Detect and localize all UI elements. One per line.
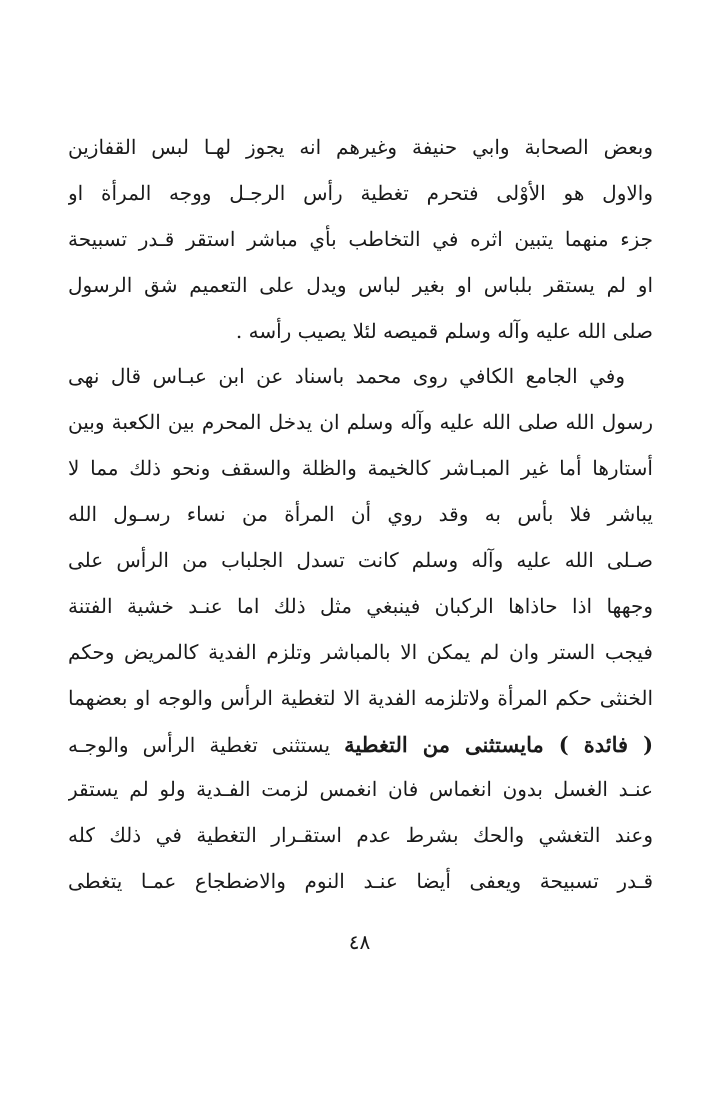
text-line: وفي الجامع الكافي روى محمد باسناد عن ابن عبـاس قال نهى	[68, 364, 625, 389]
text-line: يباشر فلا بأس به وقد روي أن المرأة من نساء رسـول الله	[68, 502, 653, 527]
text-line: رسول الله صلى الله عليه وآله وسلم ان يدخل المحرم بين الكعبة وبين	[68, 410, 653, 435]
body-text	[68, 125, 653, 905]
text-line: والاول هو الأوْلى فتحرم تغطية رأس الرجـل ووجه المرأة او	[68, 180, 653, 205]
text-line: وبعض الصحابة وابي حنيفة وغيرهم انه يجوز لهـا لبس القفازين	[68, 135, 653, 159]
text-line: الخنثى حكم المرأة ولاتلزمه الفدية الا لتغطية الرأس والوجه او بعضهما	[68, 685, 653, 710]
text-line: صـلى الله عليه وآله وسلم كانت تسدل الجلباب من الرأس على	[68, 548, 653, 573]
page-number: ٤٨	[348, 930, 371, 954]
text-line: وعند التغشي والحك بشرط عدم استقـرار التغطية في ذلك كله	[68, 823, 653, 848]
text-line: فيجب الستر وان لم يمكن الا بالمباشر وتلزم الفدية كالمريض وحكم	[68, 639, 653, 664]
section-heading: ( فائدة ) مايستثنى من التغطية	[344, 731, 653, 757]
heading-line-rest: يستثنى تغطية الرأس والوجـه	[68, 732, 331, 757]
text-line: جزء منهما يتبين اثره في التخاطب بأي مباشر استقر قـدر تسبيحة	[68, 226, 653, 251]
text-line: قـدر تسبيحة ويعفى أيضا عنـد النوم والاضطجاع عمـا يتغطى	[68, 869, 653, 894]
heading-line	[68, 722, 653, 768]
text-line: عنـد الغسل بدون انغماس فان انغمس لزمت الفـدية ولو لم يستقر	[68, 777, 653, 802]
text-line: صلى الله عليه وآله وسلم قميصه لئلا يصيب رأسه .	[235, 318, 653, 343]
text-line: وجهها اذا حاذاها الركبان فينبغي مثل ذلك اما عنـد خشية الفتنة	[68, 593, 653, 618]
text-line: او لم يستقر بلباس او بغير لباس ويدل على التعميم شق الرسول	[68, 272, 653, 297]
text-line: أستارها أما غير المبـاشر كالخيمة والظلة والسقف ونحو ذلك مما لا	[68, 456, 653, 481]
